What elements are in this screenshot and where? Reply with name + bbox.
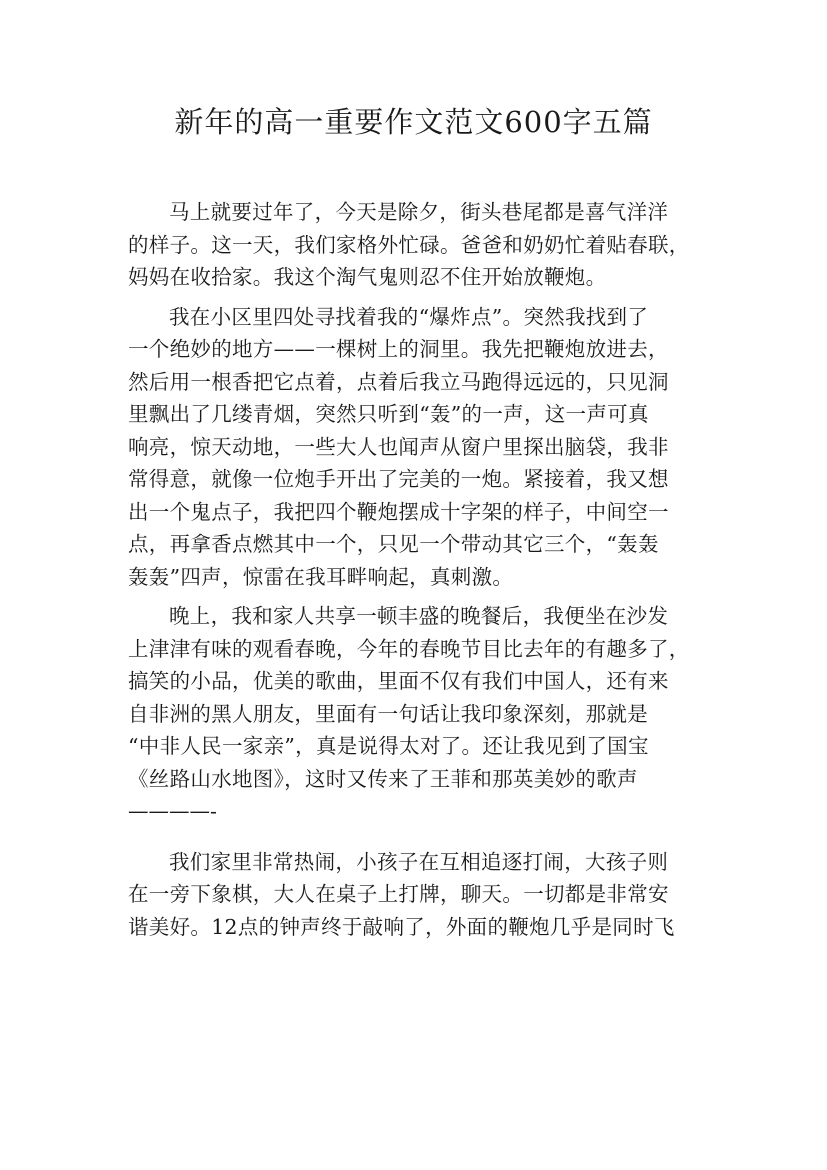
- text-line: 里飘出了几缕青烟，突然只听到“轰”的一声，这一声可真: [128, 402, 649, 426]
- text-line: 点，再拿香点燃其中一个，只见一个带动其它三个，“轰轰: [128, 532, 659, 556]
- text-line: 我们家里非常热闹，小孩子在互相追逐打闹，大孩子则: [169, 849, 669, 874]
- text-line: 晚上，我和家人共享一顿丰盛的晚餐后，我便坐在沙发: [169, 604, 669, 628]
- paragraph-1: [128, 196, 704, 294]
- text-line: 《丝路山水地图》，这时又传来了王菲和那英美妙的歌声: [128, 766, 638, 791]
- text-line: 一个绝妙的地方——一棵树上的洞里。我先把鞭炮放进去，: [128, 337, 669, 361]
- text-line: 谐美好。12点的钟声终于敲响了，外面的鞭炮几乎是同时飞: [128, 914, 675, 939]
- paragraph-4: [128, 846, 704, 944]
- text-line: 出一个鬼点子，我把四个鞭炮摆成十字架的样子，中间空一: [128, 499, 669, 524]
- text-line: 我在小区里四处寻找着我的“爆炸点”。突然我找到了: [169, 304, 649, 329]
- text-line: 常得意，就像一位炮手开出了完美的一炮。紧接着，我又想: [128, 467, 669, 491]
- paragraph-3: [128, 600, 704, 828]
- text-line: 轰轰”四声，惊雷在我耳畔响起，真刺激。: [128, 564, 514, 589]
- document-body: [128, 196, 704, 950]
- text-line: 然后用一根香把它点着，点着后我立马跑得远远的，只见洞: [128, 369, 669, 394]
- paragraph-2: [128, 301, 704, 594]
- text-line: 妈妈在收拾家。我这个淘气鬼则忍不住开始放鞭炮。: [128, 265, 607, 289]
- text-line: 响亮，惊天动地，一些大人也闻声从窗户里探出脑袋，我非: [128, 434, 669, 459]
- text-line: ————-: [128, 799, 217, 823]
- text-line: “中非人民一家亲”，真是说得太对了。还让我见到了国宝: [128, 734, 649, 758]
- text-line: 搞笑的小品，优美的歌曲，里面不仅有我们中国人，还有来: [128, 669, 669, 693]
- text-line: 的样子。这一天，我们家格外忙碌。爸爸和奶奶忙着贴春联，: [128, 232, 690, 257]
- text-line: 上津津有味的观看春晚，今年的春晚节目比去年的有趣多了，: [128, 636, 690, 661]
- text-line: 在一旁下象棋，大人在桌子上打牌，聊天。一切都是非常安: [128, 882, 669, 906]
- document-title: 新年的高一重要作文范文600字五篇: [174, 105, 653, 139]
- text-line: 自非洲的黑人朋友，里面有一句话让我印象深刻，那就是: [128, 701, 648, 726]
- text-line: 马上就要过年了，今天是除夕，街头巷尾都是喜气洋洋: [169, 200, 669, 224]
